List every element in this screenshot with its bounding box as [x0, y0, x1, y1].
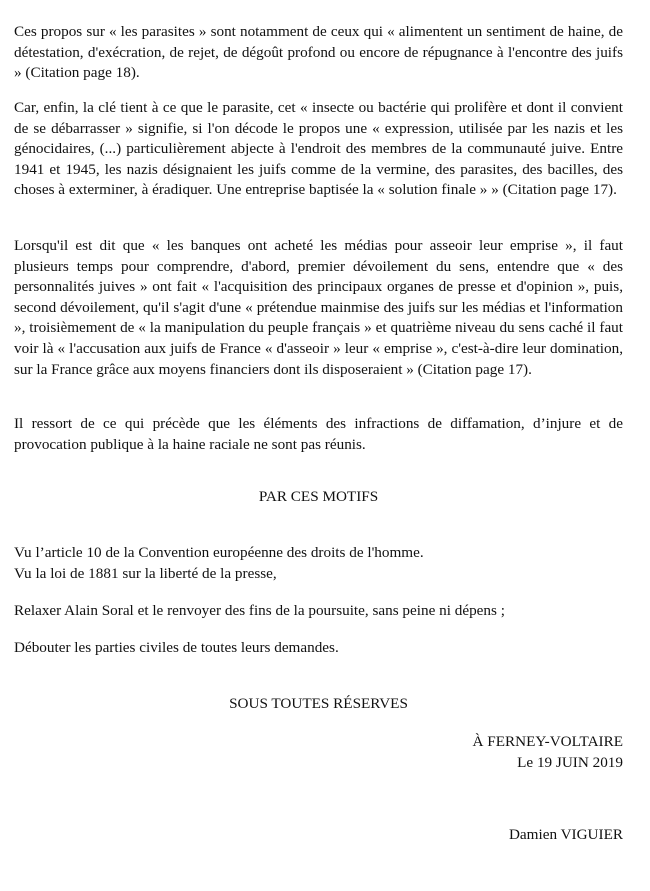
date-line: Le 19 JUIN 2019 — [517, 753, 623, 771]
paragraph-banques: Lorsqu'il est dit que « les banques ont acheté les médias pour asseoir leur emprise », il faut plusieurs temps pour comprendre, d'abord, premier dévoilement du sens, entendre que « des personnalités juives » ont fait « l'acquisition des principaux organes de presse et d'opinion », puis, second dévoilement, qu'il s'agit d'une « prétendue mainmise des juifs sur les médias et l'information », troisièmement de « la manipulation du peuple français » et quatrième niveau du sens caché il faut voir là « l'accusation aux juifs de France « d'asseoir » leur « emprise », c'est-à-dire leur domination, sur la France grâce aux moyens financiers dont ils disposeraient » (Citation page 17). — [14, 237, 623, 378]
place-line: À FERNEY-VOLTAIRE — [472, 733, 623, 750]
vu-line-convention: Vu l’article 10 de la Convention européenne des droits de l'homme. — [14, 544, 424, 561]
debouter-line: Débouter les parties civiles de toutes leurs demandes. — [14, 639, 339, 656]
paragraph-parasites: Ces propos sur « les parasites » sont notamment de ceux qui « alimentent un sentiment de haine, de détestation, d'exécration, de rejet, de dégoût profond ou encore de répugnance à l'encontre des juifs » (Citation page 18). — [14, 23, 623, 82]
motifs-heading: PAR CES MOTIFS — [258, 488, 379, 505]
relaxer-line: Relaxer Alain Soral et le renvoyer des fins de la poursuite, sans peine ni dépens ; — [14, 602, 505, 619]
vu-block — [14, 543, 623, 584]
paragraph-conclusion: Il ressort de ce qui précède que les éléments des infractions de diffamation, d’injure et de provocation publique à la haine raciale ne sont pas réunis. — [14, 415, 623, 453]
signature-name: Damien VIGUIER — [508, 826, 623, 843]
paragraph-cle: Car, enfin, la clé tient à ce que le parasite, cet « insecte ou bactérie qui prolifère et dont il convient de se débarrasser » signifie, si l'on décode le propos une « expression, utilisée par les nazis et les génocidaires, (...) particulièrement abjecte à l'endroit des membres de la communauté juive. Entre 1941 et 1945, les nazis désignaient les juifs comme de la vermine, des parasites, des bacilles, des choses à exterminer, à éradiquer. Une entreprise baptisée la « solution finale » » (Citation page 17). — [14, 99, 623, 199]
place-date-block — [472, 732, 623, 773]
vu-line-loi: Vu la loi de 1881 sur la liberté de la presse, — [14, 564, 277, 582]
reserves-heading: SOUS TOUTES RÉSERVES — [229, 695, 408, 712]
